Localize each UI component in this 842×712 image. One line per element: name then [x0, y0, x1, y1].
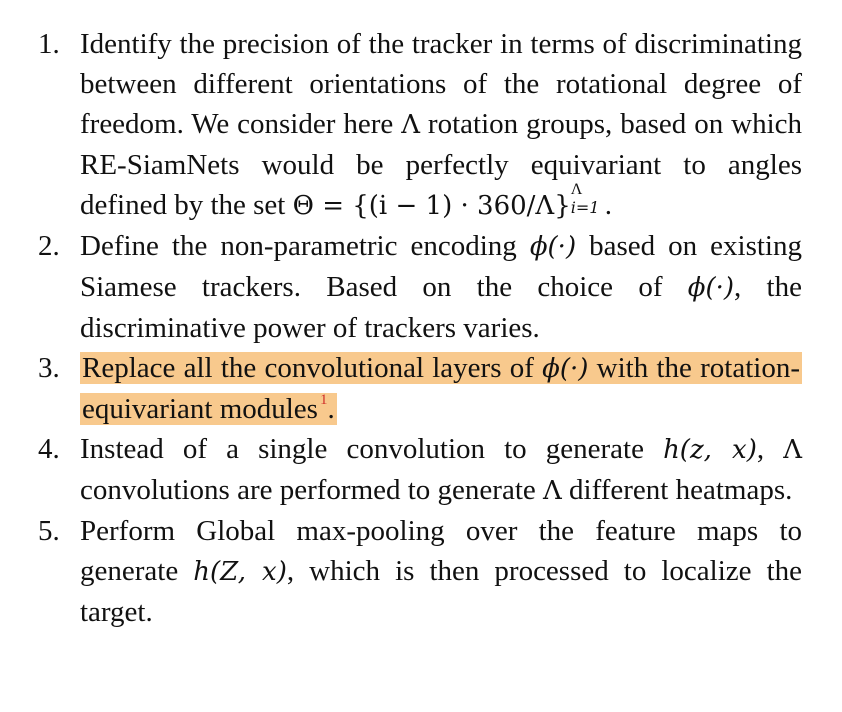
list-item [38, 511, 802, 632]
item-text: , which is then processed to localize the target. [80, 555, 802, 628]
item-number: 3. [38, 352, 60, 384]
item-text: , the discriminative power of trackers varies. [80, 271, 802, 344]
item-text: Identify the precision of the tracker in terms of discriminating between different orientations of the rotational degree of freedom. We consider here [80, 28, 802, 140]
set-limits [570, 181, 605, 217]
math-h-function: h(z, x) [663, 435, 757, 465]
item-number: 4. [38, 433, 60, 465]
math-h-function: h(Z, x) [193, 557, 287, 587]
math-lambda: Λ [543, 476, 562, 506]
list-item [38, 226, 802, 348]
item-text: convolutions are performed to generate [80, 474, 544, 506]
list-item [38, 429, 802, 511]
item-number: 2. [38, 230, 60, 262]
item-text: based on existing Siamese trackers. Based on the choice of [80, 230, 802, 303]
math-lambda: Λ [783, 435, 802, 465]
item-text: Instead of a single convolution to generate [80, 433, 664, 465]
item-text: rotation groups, based on which RE-SiamNets would be perfectly equivariant to angles defined by the set [80, 108, 803, 221]
math-set-expression: Θ = {(i − 1) · 360/Λ} [292, 191, 571, 221]
math-lambda: Λ [401, 110, 420, 140]
item-text-end: . [604, 189, 612, 221]
math-phi: ϕ(·) [687, 273, 735, 303]
item-text: Define the non-parametric encoding [80, 230, 530, 262]
set-upper-limit: Λ [570, 181, 583, 198]
list-item-highlighted [38, 348, 802, 429]
math-phi: ϕ(·) [529, 232, 577, 262]
set-lower-limit: i=1 [570, 198, 600, 217]
item-text: Perform Global max-pooling over the feature maps to generate [80, 515, 802, 587]
list-item [38, 24, 802, 226]
numbered-steps-list [38, 24, 802, 632]
item-text: , [756, 433, 784, 465]
item-text-end: . [327, 393, 335, 425]
item-number: 1. [38, 28, 60, 60]
item-text: Replace all the convolutional layers of [82, 352, 543, 384]
math-phi: ϕ(·) [542, 354, 589, 384]
item-number: 5. [38, 515, 60, 547]
item-text: with the rotation-equivariant modules [82, 352, 800, 425]
item-text: different heatmaps. [561, 474, 793, 506]
footnote-link[interactable]: 1 [319, 392, 328, 408]
highlighted-text [80, 352, 802, 425]
